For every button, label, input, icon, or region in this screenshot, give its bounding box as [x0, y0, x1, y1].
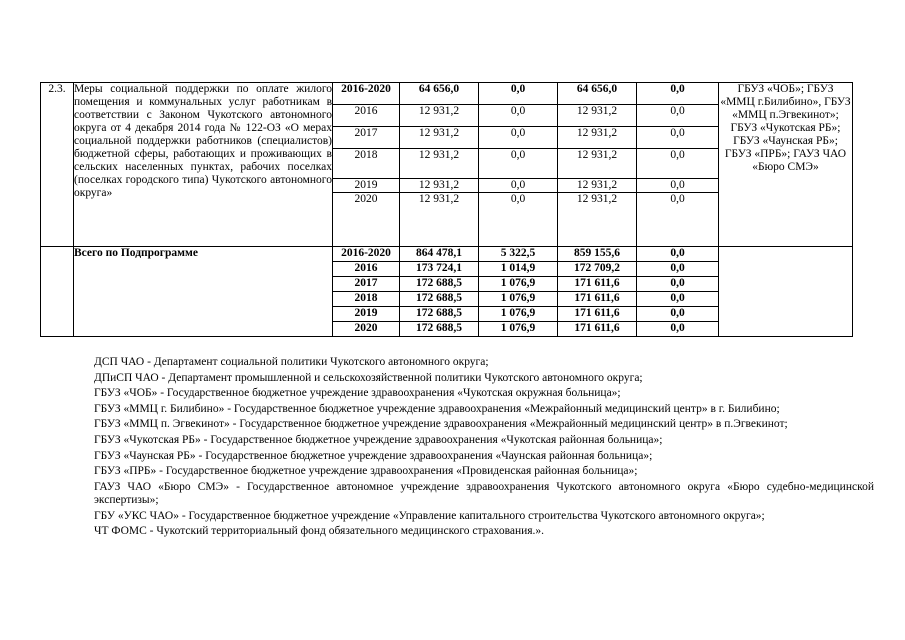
other-cell: 0,0	[637, 105, 719, 127]
total-cell: 64 656,0	[400, 83, 479, 105]
district-cell: 12 931,2	[558, 179, 637, 193]
federal-cell: 1 076,9	[479, 322, 558, 337]
year-cell: 2019	[333, 179, 400, 193]
year-cell: 2019	[333, 307, 400, 322]
measure-description: Меры социальной поддержки по оплате жилого помещения и коммунальных услуг работникам в соответствии с Законом Чукотского автономного округа от 4 декабря 2014 года № 122-ОЗ «О мерах социальной поддержки работников (специалистов) бюджетной сферы, работающих и проживающих в сельских населенных пунктах, рабочих поселках (поселках городского типа) Чукотского автономного округа»	[74, 83, 333, 247]
total-cell: 864 478,1	[400, 247, 479, 262]
other-cell: 0,0	[637, 83, 719, 105]
district-cell: 171 611,6	[558, 292, 637, 307]
federal-cell: 0,0	[479, 179, 558, 193]
total-cell: 172 688,5	[400, 277, 479, 292]
subprogram-total-label: Всего по Подпрограмме	[74, 247, 333, 337]
total-cell: 172 688,5	[400, 307, 479, 322]
legend-item: ГБУЗ «ПРБ» - Государственное бюджетное учреждение здравоохранения «Провиденская районная больница»;	[94, 465, 638, 478]
district-cell: 171 611,6	[558, 322, 637, 337]
federal-cell: 0,0	[479, 83, 558, 105]
district-cell: 171 611,6	[558, 307, 637, 322]
district-cell: 859 155,6	[558, 247, 637, 262]
legend-item: ДСП ЧАО - Департамент социальной политики Чукотского автономного округа;	[94, 356, 489, 368]
other-cell: 0,0	[637, 322, 719, 337]
legend-item: ГБУ «УКС ЧАО» - Государственное бюджетное учреждение «Управление капитального строительства Чукотского автономного округа»;	[94, 509, 765, 522]
year-cell: 2020	[333, 322, 400, 337]
total-cell: 12 931,2	[400, 179, 479, 193]
district-cell: 171 611,6	[558, 277, 637, 292]
federal-cell: 1 076,9	[479, 292, 558, 307]
federal-cell: 0,0	[479, 193, 558, 247]
other-cell: 0,0	[637, 127, 719, 149]
federal-cell: 1 076,9	[479, 277, 558, 292]
other-cell: 0,0	[637, 277, 719, 292]
other-cell: 0,0	[637, 307, 719, 322]
legend-item: ГБУЗ «ММЦ п. Эгвекинот» - Государственное бюджетное учреждение здравоохранения «Межрайонный медицинский центр» в п.Эгвекинот;	[94, 418, 788, 431]
year-cell: 2016	[333, 262, 400, 277]
year-cell: 2017	[333, 277, 400, 292]
total-cell: 172 688,5	[400, 292, 479, 307]
federal-cell: 0,0	[479, 127, 558, 149]
federal-cell: 0,0	[479, 149, 558, 179]
district-cell: 172 709,2	[558, 262, 637, 277]
total-cell: 172 688,5	[400, 322, 479, 337]
year-cell: 2016-2020	[333, 83, 400, 105]
year-cell: 2018	[333, 149, 400, 179]
other-cell: 0,0	[637, 247, 719, 262]
total-cell: 12 931,2	[400, 105, 479, 127]
federal-cell: 0,0	[479, 105, 558, 127]
other-cell: 0,0	[637, 179, 719, 193]
year-cell: 2018	[333, 292, 400, 307]
legend-item: ГБУЗ «ММЦ г. Билибино» - Государственное бюджетное учреждение здравоохранения «Межрайонный медицинский центр» в г. Билибино;	[94, 402, 780, 415]
legend-item: ГБУЗ «ЧОБ» - Государственное бюджетное учреждение здравоохранения «Чукотская окружная больница»;	[94, 387, 621, 400]
row-number: 2.3.	[41, 83, 74, 247]
legend-item: ГБУЗ «Чукотская РБ» - Государственное бюджетное учреждение здравоохранения «Чукотская районная больница»;	[94, 433, 663, 446]
district-cell: 12 931,2	[558, 127, 637, 149]
table-row	[41, 247, 853, 262]
total-cell: 12 931,2	[400, 193, 479, 247]
legend-item: ГАУЗ ЧАО «Бюро СМЭ» - Государственное автономное учреждение здравоохранения Чукотского автономного округа «Бюро судебно-медицинской экспертизы»;	[94, 480, 874, 507]
year-cell: 2016-2020	[333, 247, 400, 262]
district-cell: 12 931,2	[558, 105, 637, 127]
executors: ГБУЗ «ЧОБ»; ГБУЗ «ММЦ г.Билибино», ГБУЗ «ММЦ п.Эгвекинот»; ГБУЗ «Чукотская РБ»; ГБУЗ «Чаунская РБ»; ГБУЗ «ПРБ»; ГАУЗ ЧАО «Бюро СМЭ»	[719, 83, 853, 247]
table-row	[41, 83, 853, 105]
district-cell: 12 931,2	[558, 193, 637, 247]
legend-item: ЧТ ФОМС - Чукотский территориальный фонд обязательного медицинского страхования.».	[94, 525, 545, 538]
total-cell: 173 724,1	[400, 262, 479, 277]
year-cell: 2016	[333, 105, 400, 127]
year-cell: 2017	[333, 127, 400, 149]
federal-cell: 1 014,9	[479, 262, 558, 277]
federal-cell: 5 322,5	[479, 247, 558, 262]
other-cell: 0,0	[637, 149, 719, 179]
federal-cell: 1 076,9	[479, 307, 558, 322]
abbreviation-legend	[94, 356, 874, 541]
district-cell: 12 931,2	[558, 149, 637, 179]
district-cell: 64 656,0	[558, 83, 637, 105]
total-cell: 12 931,2	[400, 127, 479, 149]
total-cell: 12 931,2	[400, 149, 479, 179]
other-cell: 0,0	[637, 262, 719, 277]
legend-item: ГБУЗ «Чаунская РБ» - Государственное бюджетное учреждение здравоохранения «Чаунская районная больница»;	[94, 449, 653, 462]
legend-item: ДПиСП ЧАО - Департамент промышленной и сельскохозяйственной политики Чукотского автономного округа;	[94, 371, 643, 384]
budget-table	[40, 82, 853, 337]
empty-executor-cell	[719, 247, 853, 337]
other-cell: 0,0	[637, 292, 719, 307]
other-cell: 0,0	[637, 193, 719, 247]
year-cell: 2020	[333, 193, 400, 247]
empty-number-cell	[41, 247, 74, 337]
